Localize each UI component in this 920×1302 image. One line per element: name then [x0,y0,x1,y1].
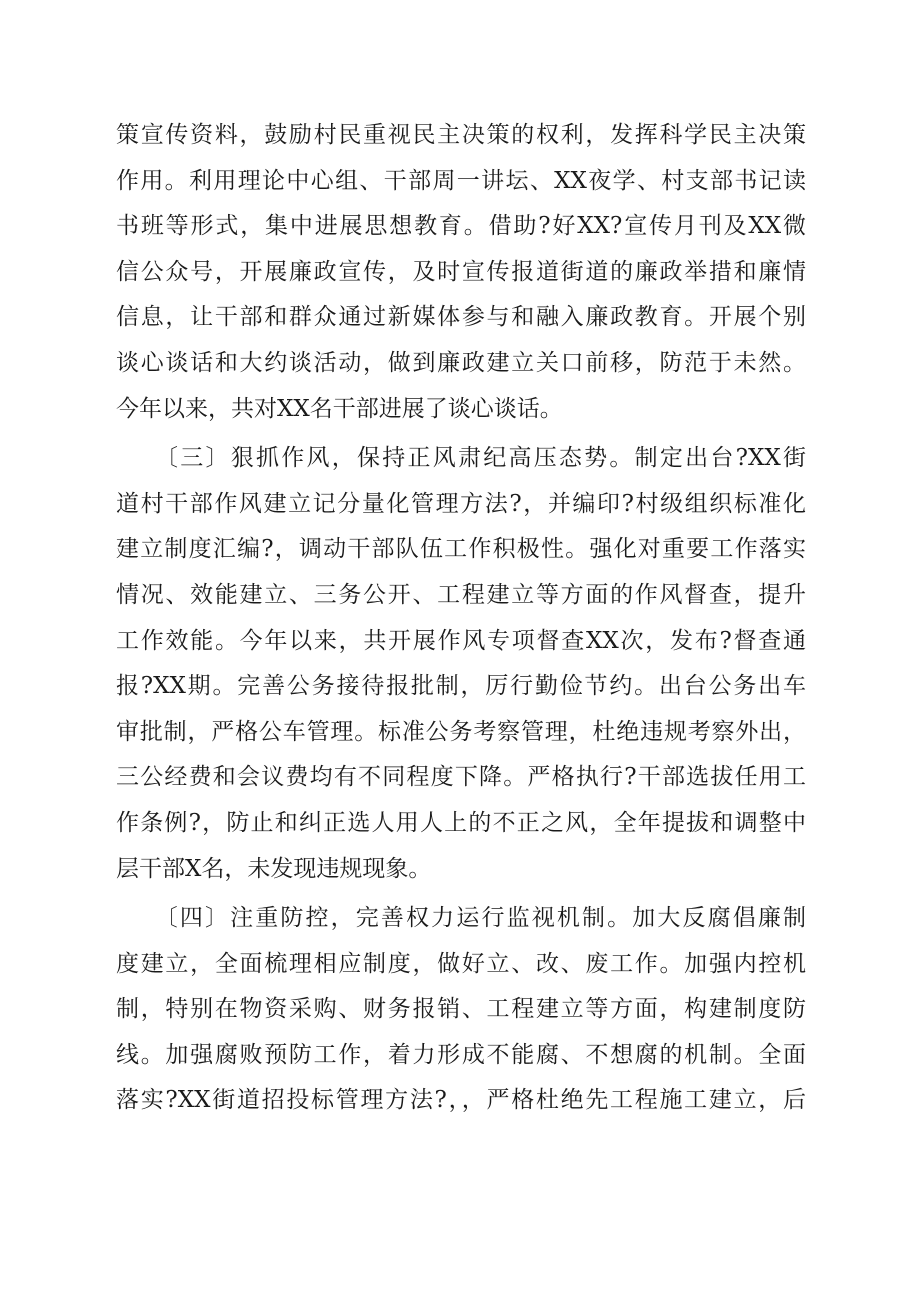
text-line: 策宣传资料，鼓励村民重视民主决策的权利，发挥科学民主决策 [116,122,806,148]
text-line: 审批制，严格公车管理。标准公务考察管理，杜绝违规考察外出， [116,718,806,745]
text-line: 线。加强腐败预防工作，着力形成不能腐、不想腐的机制。全面 [116,1041,806,1068]
text-line: 落实?XX街道招投标管理方法?，，严格杜绝先工程施工建立，后 [116,1087,806,1114]
text-line: 〔三〕狠抓作风，保持正风肃纪高压态势。制定出台?XX街 [116,445,806,472]
text-line: 信息，让干部和群众通过新媒体参与和融入廉政教育。开展个别 [116,304,806,331]
text-line: 作用。利用理论中心组、干部周一讲坛、XX夜学、村支部书记读 [116,167,806,194]
text-line: 信公众号，开展廉政宣传，及时宣传报道街道的廉政举措和廉情 [116,258,806,285]
body-text [116,113,806,1124]
text-line: 建立制度汇编?，调动干部队伍工作积极性。强化对重要工作落实 [116,536,806,563]
text-line: 书班等形式，集中进展思想教育。借助?好XX?宣传月刊及XX微 [116,213,806,240]
text-line: 〔四〕注重防控，完善权力运行监视机制。加大反腐倡廉制 [116,905,806,932]
text-line: 三公经费和会议费均有不同程度下降。严格执行?干部选拔任用工 [116,764,806,791]
text-line: 今年以来，共对XX名干部进展了谈心谈话。 [116,395,563,422]
text-line: 层干部X名，未发现违规现象。 [116,855,432,882]
text-line: 制，特别在物资采购、财务报销、工程建立等方面，构建制度防 [116,996,806,1023]
text-line: 作条例?，防止和纠正选人用人上的不正之风，全年提拔和调整中 [116,809,806,836]
text-line: 道村干部作风建立记分量化管理方法?，并编印?村级组织标准化 [116,490,806,517]
text-line: 工作效能。今年以来，共开展作风专项督查XX次，发布?督查通 [116,627,806,654]
text-line: 谈心谈话和大约谈活动，做到廉政建立关口前移，防范于未然。 [116,349,806,376]
text-line: 报?XX期。完善公务接待报批制，厉行勤俭节约。出台公务出车 [116,673,806,700]
text-line: 度建立，全面梳理相应制度，做好立、改、废工作。加强内控机 [116,950,806,977]
text-line: 情况、效能建立、三务公开、工程建立等方面的作风督查，提升 [116,581,806,608]
